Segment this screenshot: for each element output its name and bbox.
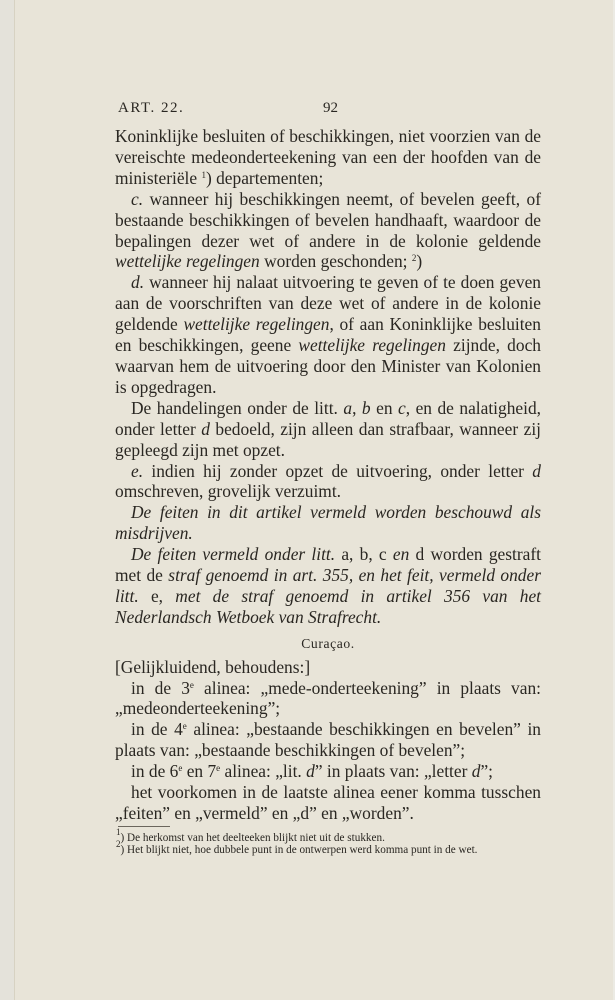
text-segment: en (392, 544, 410, 565)
text-segment: De feiten in dit artikel vermeld worden beschouwd als misdrijven. (115, 502, 541, 544)
text-segment: , of aan Koninklijke besluiten en beschikkingen, geene (115, 314, 541, 356)
paragraph (115, 719, 541, 761)
text-segment: en (370, 397, 399, 418)
text-segment: De handelingen onder de litt. (131, 397, 344, 418)
text-segment: bedoeld, zijn alleen dan strafbaar, wanneer zij gepleegd zijn met opzet. (115, 418, 541, 460)
footnote-text: ) Het blijkt niet, hoe dubbele punt in de ontwerpen werd komma punt in de wet. (120, 844, 478, 857)
text-segment: De feiten vermeld onder litt. (131, 544, 336, 565)
footnote-marker: e (216, 763, 221, 774)
text-segment: Curaçao. (301, 635, 355, 651)
text-segment: straf genoemd in art. 355, en het feit, vermeld onder litt. (115, 565, 541, 606)
footnote-marker: e (182, 721, 187, 732)
text-segment: met de straf genoemd in artikel 356 van het Nederlandsch Wetboek van Strafrecht. (115, 585, 541, 627)
footnote-marker: e (189, 679, 194, 690)
article-label: ART. 22. (118, 100, 185, 116)
text-segment: wanneer hij nalaat uitvoering te geven of te doen geven aan de voorschriften van deze wet of andere in de kolonie geldende (115, 272, 541, 335)
text-segment: d (409, 544, 431, 565)
section-heading (115, 634, 541, 655)
text-segment: c. (131, 188, 144, 209)
text-segment: gestraft met de (115, 544, 541, 586)
text-segment: ”; (480, 761, 494, 782)
text-segment: het voorkomen in de laatste alinea eener komma tusschen „feiten” en „vermeld” en „d” en „worden”. (115, 782, 541, 823)
text-segment: alinea: „bestaande beschikkingen en bevelen” in plaats van: „bestaande beschikkingen of bevelen”; (115, 719, 541, 761)
paragraph (115, 126, 541, 189)
paragraph (115, 502, 541, 544)
text-segment: d (471, 761, 481, 782)
footnote-divider (118, 826, 170, 827)
paragraph (115, 678, 541, 720)
text-segment: wettelijke regelingen (115, 251, 260, 272)
paragraph (115, 761, 541, 782)
text-segment: d (306, 761, 315, 782)
text-segment: ” in plaats van: „letter (314, 761, 472, 782)
text-segment: en 7 (182, 761, 217, 782)
text-segment: d (201, 418, 210, 439)
paragraph (115, 782, 541, 824)
text-segment: wettelijke regelingen (298, 335, 446, 356)
book-spine (0, 0, 14, 1000)
text-segment: , en de nalatigheid, onder letter (115, 397, 541, 439)
text-segment: a (343, 397, 353, 418)
text-segment: worden geschonden; (259, 251, 412, 272)
text-segment: alinea: „mede-onderteekening” in plaats van: „medeonderteekening”; (115, 677, 541, 719)
text-segment: e. (131, 460, 144, 481)
paragraph (115, 189, 541, 273)
paragraph (115, 544, 541, 628)
text-segment: indien hij zonder opzet de uitvoering, onder letter (143, 460, 533, 481)
footnote-number: 1 (116, 827, 121, 837)
footnote-marker: 2 (411, 253, 417, 264)
text-segment: in de 6 (131, 761, 179, 782)
paragraph (115, 657, 541, 678)
text-segment: in de 4 (131, 719, 183, 740)
footnote (108, 839, 538, 857)
paragraph (115, 272, 541, 397)
text-segment: in de 3 (131, 677, 190, 698)
page-number: 92 (323, 100, 338, 116)
footnotes (108, 827, 538, 857)
footnote-text: ) De herkomst van het deelteeken blijkt niet uit de stukken. (120, 832, 385, 844)
text-segment: c (398, 397, 406, 418)
paragraph (115, 398, 541, 461)
text-segment: a, b, c (335, 544, 393, 565)
paragraph (115, 461, 541, 503)
footnote-marker: 1 (201, 169, 206, 180)
text-segment: ) departementen; (205, 167, 324, 188)
text-segment: alinea: „lit. (220, 761, 307, 782)
text-segment: d (532, 460, 541, 481)
text-segment: zijnde, doch waarvan hem de uitvoering door den Minister van Kolonien is opgedragen. (115, 335, 541, 397)
text-segment: Koninklijke besluiten of beschikkingen, niet voorzien van de vereischte medeonderteekening van een der hoofden van de ministeriële (115, 126, 541, 188)
text-segment: b (361, 397, 371, 418)
text-segment: wanneer hij beschikkingen neemt, of bevelen geeft, of bestaande beschikkingen of bevelen handhaaft, waardoor de bepalingen dezer wet of andere in de kolonie geldende (115, 188, 541, 251)
text-segment: [Gelijkluidend, behoudens:] (115, 656, 311, 677)
text-segment: , (352, 397, 362, 418)
footnote-marker: e (178, 763, 183, 774)
text-segment: omschreven, grovelijk verzuimt. (115, 481, 342, 502)
text-segment: worden (430, 544, 483, 565)
footnote-number: 2 (116, 839, 121, 850)
body-text (115, 126, 541, 824)
text-segment: e, (138, 585, 176, 606)
text-segment: ) (416, 251, 423, 272)
text-segment: wettelijke regelingen (183, 314, 330, 335)
footnote (108, 827, 538, 844)
text-segment: d. (131, 272, 145, 293)
